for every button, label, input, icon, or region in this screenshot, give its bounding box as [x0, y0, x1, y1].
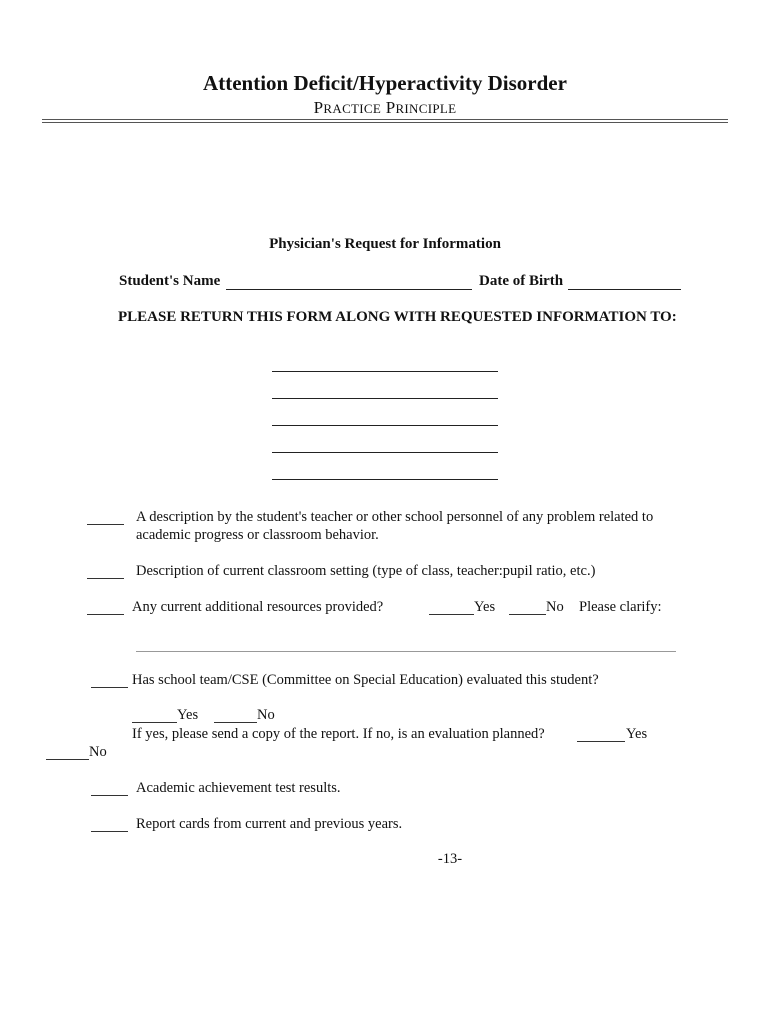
resources-clarify-label: Please clarify:	[579, 599, 662, 615]
eval-no-blank[interactable]	[46, 759, 89, 760]
address-line-5[interactable]	[272, 479, 498, 480]
eval-no-label: No	[89, 744, 107, 760]
achievement-check-blank[interactable]	[91, 795, 128, 796]
header-rule-bottom	[42, 122, 728, 123]
document-title: Attention Deficit/Hyperactivity Disorder	[203, 71, 567, 95]
subtitle-word-2: RINCIPLE	[395, 101, 457, 116]
address-line-4[interactable]	[272, 452, 498, 453]
address-line-3[interactable]	[272, 425, 498, 426]
address-line-2[interactable]	[272, 398, 498, 399]
achievement-item: Academic achievement test results.	[136, 780, 341, 796]
resources-no-label: No	[546, 599, 564, 615]
resources-clarify-line[interactable]	[136, 651, 676, 652]
document-subtitle	[0, 98, 770, 118]
eval-yes-label: Yes	[626, 726, 648, 742]
resources-yes-label: Yes	[474, 599, 496, 615]
cse-no-label: No	[257, 707, 275, 723]
description-check-blank[interactable]	[87, 524, 124, 525]
cse-check-blank[interactable]	[91, 687, 128, 688]
cse-question: Has school team/CSE (Committee on Special Education) evaluated this student?	[132, 672, 599, 688]
resources-no-blank[interactable]	[509, 614, 546, 615]
dob-field[interactable]	[568, 289, 681, 290]
report-cards-item: Report cards from current and previous years.	[136, 816, 403, 832]
address-line-1[interactable]	[272, 371, 498, 372]
resources-question: Any current additional resources provided?	[132, 599, 384, 615]
return-instruction: PLEASE RETURN THIS FORM ALONG WITH REQUESTED INFORMATION TO:	[118, 309, 677, 325]
cse-yes-blank[interactable]	[132, 722, 177, 723]
classroom-setting-check-blank[interactable]	[87, 578, 124, 579]
cse-yes-label: Yes	[177, 707, 199, 723]
student-name-label: Student's Name	[119, 273, 221, 289]
cse-followup: If yes, please send a copy of the report. If no, is an evaluation planned?	[132, 726, 545, 742]
description-item-line-1: A description by the student's teacher or other school personnel of any problem related to	[136, 509, 654, 525]
form-title: Physician's Request for Information	[269, 236, 501, 252]
eval-yes-blank[interactable]	[577, 741, 625, 742]
subtitle-word-1: RACTICE	[323, 101, 382, 116]
description-item-line-2: academic progress or classroom behavior.	[136, 527, 379, 543]
dob-label: Date of Birth	[479, 273, 564, 289]
classroom-setting-item: Description of current classroom setting (type of class, teacher:pupil ratio, etc.)	[136, 563, 596, 579]
cse-no-blank[interactable]	[214, 722, 257, 723]
subtitle-initial-1: P	[313, 98, 324, 117]
student-name-field[interactable]	[226, 289, 472, 290]
resources-yes-blank[interactable]	[429, 614, 474, 615]
report-cards-check-blank[interactable]	[91, 831, 128, 832]
subtitle-initial-2: P	[385, 98, 396, 117]
header-rule-top	[42, 119, 728, 120]
resources-check-blank[interactable]	[87, 614, 124, 615]
page-number: -13-	[437, 851, 463, 867]
